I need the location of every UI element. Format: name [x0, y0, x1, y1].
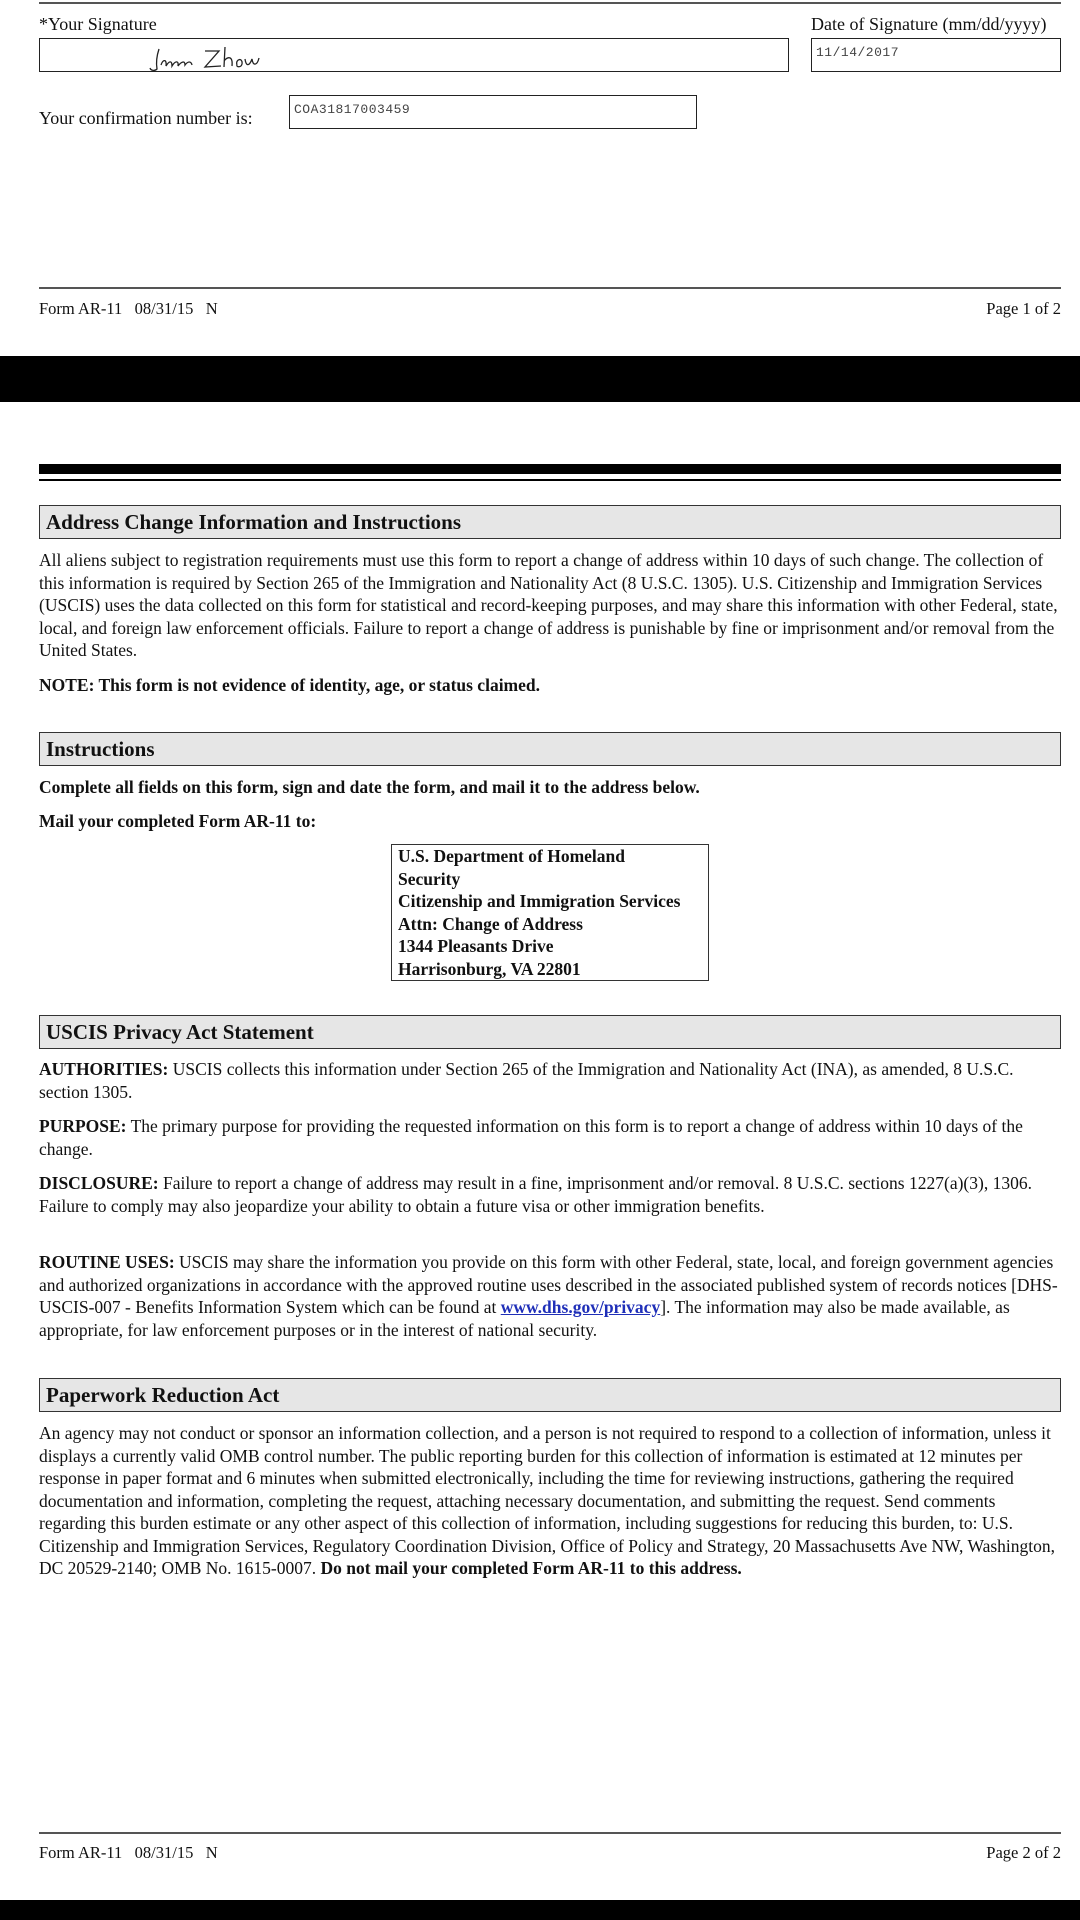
routine-label: ROUTINE USES:: [39, 1252, 175, 1272]
disclosure-text: Failure to report a change of address may result in a fine, imprisonment and/or removal. 8 U.S.C. sections 1227(a)(3), 1306. Failure to comply may also jeopardize your ability to obtain a future visa or other immigration benefits.: [39, 1173, 1032, 1216]
address-change-heading: Address Change Information and Instructions: [39, 505, 1061, 539]
address-line: Attn: Change of Address: [398, 913, 583, 934]
privacy-heading: USCIS Privacy Act Statement: [39, 1015, 1061, 1049]
paperwork-heading: Paperwork Reduction Act: [39, 1378, 1061, 1412]
instructions-heading: Instructions: [39, 732, 1061, 766]
routine-text-after: ]. The information may also be made available, as appropriate, for law enforcement purposes or in the interest of national security.: [39, 1297, 1010, 1340]
date-label: Date of Signature (mm/dd/yyyy): [811, 14, 1047, 34]
footer-form-page2: Form AR-11 08/31/15 N: [39, 1843, 218, 1862]
address-line: Citizenship and Immigration Services: [398, 891, 681, 911]
privacy-disclosure: [39, 1172, 1063, 1217]
address-line: Harrisonburg, VA 22801: [398, 958, 581, 979]
bottom-band: [0, 1900, 1080, 1920]
top-border: [39, 2, 1061, 4]
routine-text-before: USCIS may share the information you provide on this form with other Federal, state, local, and foreign government agencies and authorized organizations in accordance with the approved routine uses described in the associated published system of records notices [DHS-USCIS-007 - Benefits Information System which can be found at: [39, 1252, 1058, 1317]
handwritten-signature: [145, 39, 275, 73]
page2-top-thin-rule: [39, 479, 1061, 481]
address-change-body: All aliens subject to registration requirements must use this form to report a change of address within 10 days of such change. The collection of this information is required by Section 265 of the Immigration and Nationality Act (8 U.S.C. 1305). U.S. Citizenship and Immigration Services (USCIS) uses the data collected on this form for statistical and record-keeping purposes, and may share this information with other Federal, state, local, and foreign law enforcement officials. Failure to report a change of address is punishable by fine or imprisonment and/or removal from the United States.: [39, 550, 1058, 660]
signature-label: *Your Signature: [39, 14, 157, 34]
footer-rule-page2: [39, 1832, 1061, 1834]
date-field[interactable]: [811, 38, 1061, 72]
confirmation-value: COA31817003459: [294, 102, 411, 117]
signature-field[interactable]: [39, 38, 789, 72]
paperwork-text: An agency may not conduct or sponsor an information collection, and a person is not required to respond to a collection of information, unless it displays a currently valid OMB control number. The public reporting burden for this collection of information is estimated at 12 minutes per response in paper format and 6 minutes when submitted electronically, including the time for reviewing instructions, gathering the required documentation and information, completing the request, attaching necessary documentation, and submitting the request. Send comments regarding this burden estimate or any other aspect of this collection of information, including suggestions for reducing this burden, to: U.S. Citizenship and Immigration Services, Regulatory Coordination Division, Office of Policy and Strategy, 20 Massachusetts Ave NW, Washington, DC 20529-2140; OMB No. 1615-0007.: [39, 1423, 1056, 1578]
authorities-text: USCIS collects this information under Section 265 of the Immigration and Nationality Act (INA), as amended, 8 U.S.C. section 1305.: [39, 1059, 1014, 1102]
footer-page-page1: Page 1 of 2: [986, 299, 1061, 318]
paperwork-body: [39, 1422, 1063, 1580]
footer-form-page1: Form AR-11 08/31/15 N: [39, 299, 218, 318]
purpose-text: The primary purpose for providing the requested information on this form is to report a change of address within 10 days of the change.: [39, 1116, 1023, 1159]
page-separator: [0, 356, 1080, 402]
address-line: Security: [398, 868, 461, 889]
privacy-purpose: [39, 1115, 1063, 1160]
disclosure-label: DISCLOSURE:: [39, 1173, 159, 1193]
footer-rule-page1: [39, 287, 1061, 289]
confirmation-field[interactable]: [289, 95, 697, 129]
instructions-line1: Complete all fields on this form, sign and date the form, and mail it to the address below.: [39, 777, 700, 797]
address-line: U.S. Department of Homeland: [398, 846, 625, 866]
purpose-label: PURPOSE:: [39, 1116, 127, 1136]
page2-top-thick-rule: [39, 464, 1061, 474]
privacy-authorities: [39, 1058, 1063, 1103]
instructions-line2: Mail your completed Form AR-11 to:: [39, 811, 317, 831]
date-value: 11/14/2017: [816, 45, 900, 60]
mailing-address-box: [391, 844, 709, 981]
address-line: 1344 Pleasants Drive: [398, 936, 554, 956]
privacy-link[interactable]: www.dhs.gov/privacy: [500, 1297, 661, 1317]
privacy-routine-uses: [39, 1251, 1063, 1341]
authorities-label: AUTHORITIES:: [39, 1059, 169, 1079]
footer-page-page2: Page 2 of 2: [986, 1843, 1061, 1862]
address-change-note: NOTE: This form is not evidence of identity, age, or status claimed.: [39, 675, 541, 695]
confirmation-label: Your confirmation number is:: [39, 108, 253, 128]
paperwork-bold-text: Do not mail your completed Form AR-11 to this address.: [320, 1558, 742, 1578]
